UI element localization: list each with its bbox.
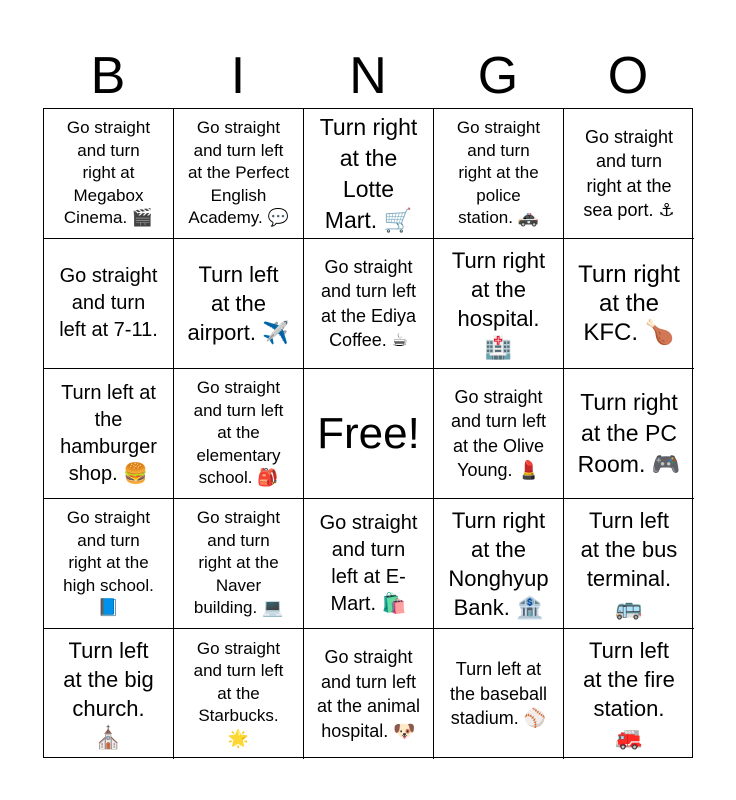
bingo-cell[interactable] [434,629,564,759]
cell-text: Turn right at the PC Room. 🎮 [577,389,681,477]
header-letter-n: N [349,47,387,105]
bingo-cell[interactable] [434,109,564,239]
cell-text: Go straight and turn right at the high school. 📘 [63,508,154,618]
bingo-cell[interactable] [304,629,434,759]
cell-text: Turn right at the KFC. 🍗 [578,261,680,346]
header-letter-o: O [607,47,649,105]
cell-text: Turn left at the hamburger shop. 🍔 [60,381,157,485]
cell-text: Go straight and turn left at the elementary school. 🎒 [193,378,284,488]
bingo-cell[interactable] [564,369,694,499]
cell-text: Go straight and turn right at the sea port. ⚓ [583,126,675,220]
bingo-cell[interactable] [434,369,564,499]
bingo-header [43,44,693,108]
free-space-text: Free! [317,408,420,458]
cell-text: Go straight and turn left at the Starbucks. 🌟 [193,638,284,748]
bingo-cell[interactable] [174,109,304,239]
cell-text: Turn right at the hospital. 🏥 [451,247,546,360]
bingo-cell[interactable] [434,239,564,369]
header-letter-g: G [477,47,519,105]
cell-text: Go straight and turn left at the Ediya Coffee. ☕ [320,256,417,350]
cell-text: Go straight and turn right at Megabox Cinema. 🎬 [63,118,154,228]
cell-text: Turn left at the baseball stadium. ⚾ [449,659,548,729]
bingo-cell-free[interactable] [304,369,434,499]
bingo-cell[interactable] [304,109,434,239]
bingo-cell[interactable] [564,109,694,239]
bingo-cell[interactable] [174,499,304,629]
bingo-cell[interactable] [44,499,174,629]
bingo-cell[interactable] [44,239,174,369]
cell-text: Turn left at the fire station. 🚒 [583,638,675,750]
cell-text: Go straight and turn right at the police station. 🚓 [456,118,541,228]
cell-text: Go straight and turn left at the animal hospital. 🐶 [316,647,421,741]
bingo-cell[interactable] [564,499,694,629]
bingo-cell[interactable] [44,369,174,499]
cell-text: Turn left at the bus terminal. 🚌 [580,507,678,620]
cell-text: Turn right at the Nonghyup Bank. 🏦 [448,507,549,620]
header-letter-b: B [90,47,126,105]
cell-text: Go straight and turn right at the Naver building. 💻 [193,508,284,618]
bingo-cell[interactable] [564,239,694,369]
cell-text: Go straight and turn left at the Perfect English Academy. 💬 [187,118,290,228]
bingo-cell[interactable] [174,629,304,759]
bingo-cell[interactable] [44,109,174,239]
bingo-cell[interactable] [304,499,434,629]
bingo-grid [43,108,693,758]
header-letter-i: I [230,47,246,105]
cell-text: Turn left at the airport. ✈️ [187,262,290,345]
bingo-cell[interactable] [304,239,434,369]
bingo-cell[interactable] [44,629,174,759]
bingo-cell[interactable] [564,629,694,759]
bingo-cell[interactable] [174,239,304,369]
cell-text: Turn right at the Lotte Mart. 🛒 [319,113,418,233]
cell-text: Go straight and turn left at E- Mart. 🛍️ [319,511,418,615]
bingo-cell[interactable] [434,499,564,629]
cell-text: Go straight and turn left at 7-11. [59,265,158,341]
cell-text: Go straight and turn left at the Olive Young. 💄 [450,386,547,480]
cell-text: Turn left at the big church. ⛪ [63,638,154,750]
bingo-cell[interactable] [174,369,304,499]
